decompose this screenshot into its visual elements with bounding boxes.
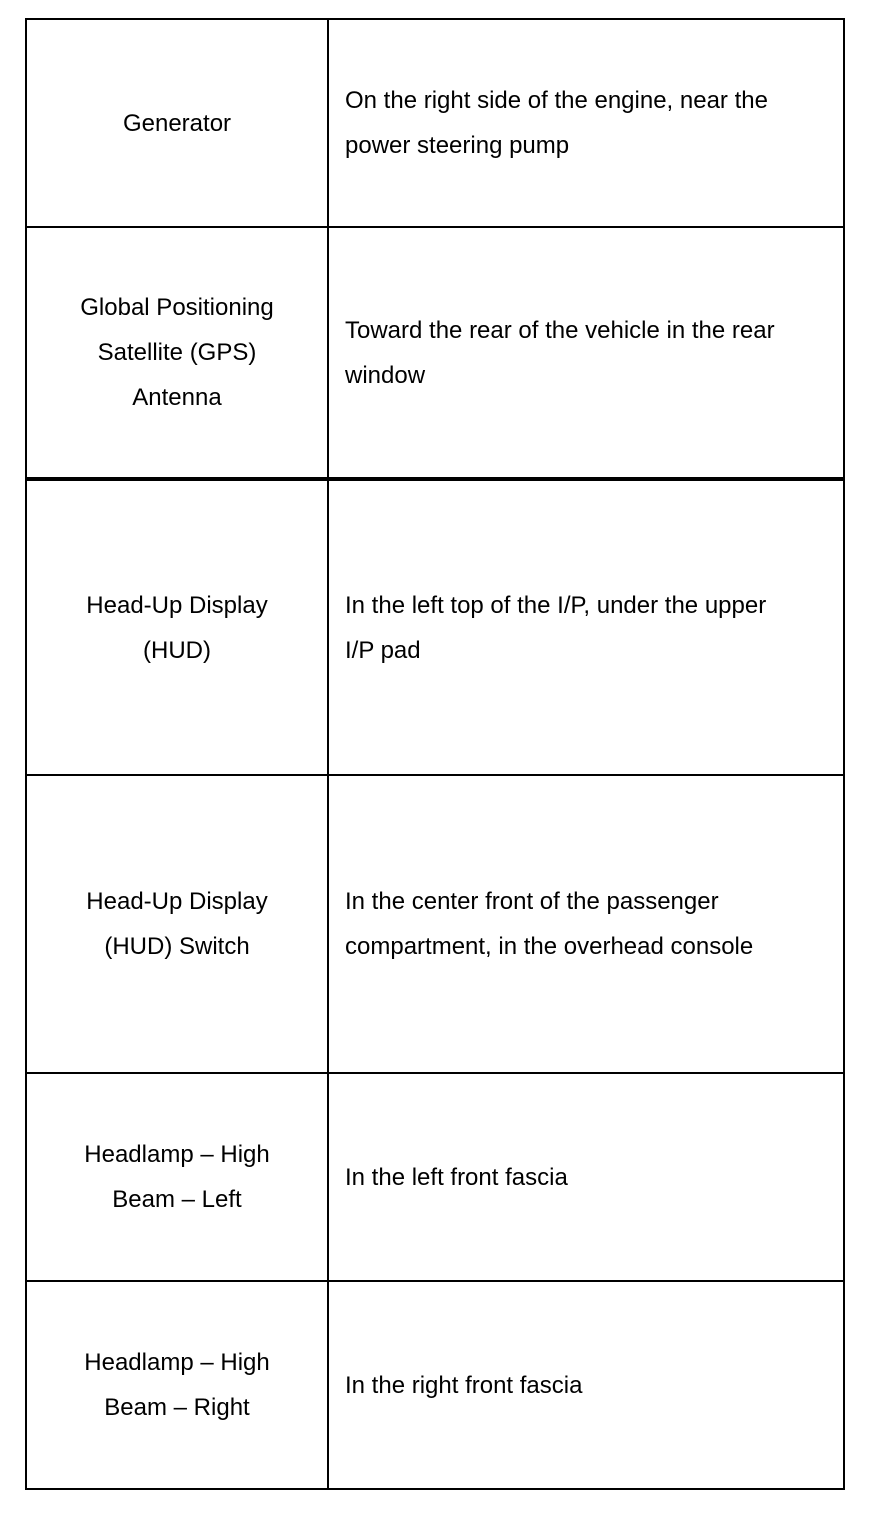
component-cell	[26, 479, 328, 775]
location-text: In the left front fascia	[345, 1163, 568, 1191]
component-name: Generator	[122, 109, 232, 137]
component-name: Head-Up Display (HUD) Switch	[86, 888, 268, 960]
location-text: Toward the rear of the vehicle in the rear window	[345, 316, 775, 389]
table-row	[26, 1281, 844, 1489]
location-cell	[328, 775, 844, 1073]
component-name: Headlamp – High Beam – Left	[84, 1141, 270, 1213]
location-cell	[328, 227, 844, 479]
location-text: In the right front fascia	[345, 1371, 583, 1399]
location-cell	[328, 19, 844, 227]
location-text: On the right side of the engine, near the power steering pump	[345, 87, 768, 159]
component-location-table	[25, 18, 845, 1490]
component-name: Global Positioning Satellite (GPS) Antenna	[80, 294, 274, 411]
component-name: Head-Up Display (HUD)	[86, 591, 268, 664]
location-text: In the left top of the I/P, under the upper I/P pad	[345, 591, 767, 664]
location-cell	[328, 479, 844, 775]
component-cell	[26, 775, 328, 1073]
component-cell	[26, 227, 328, 479]
table-row	[26, 775, 844, 1073]
table-row	[26, 479, 844, 775]
table-row	[26, 1073, 844, 1281]
location-cell	[328, 1073, 844, 1281]
component-name: Headlamp – High Beam – Right	[84, 1349, 270, 1421]
location-cell	[328, 1281, 844, 1489]
component-cell	[26, 1281, 328, 1489]
component-cell	[26, 1073, 328, 1281]
table-row	[26, 19, 844, 227]
component-cell	[26, 19, 328, 227]
table-row	[26, 227, 844, 479]
location-text: In the center front of the passenger compartment, in the overhead console	[345, 888, 754, 960]
